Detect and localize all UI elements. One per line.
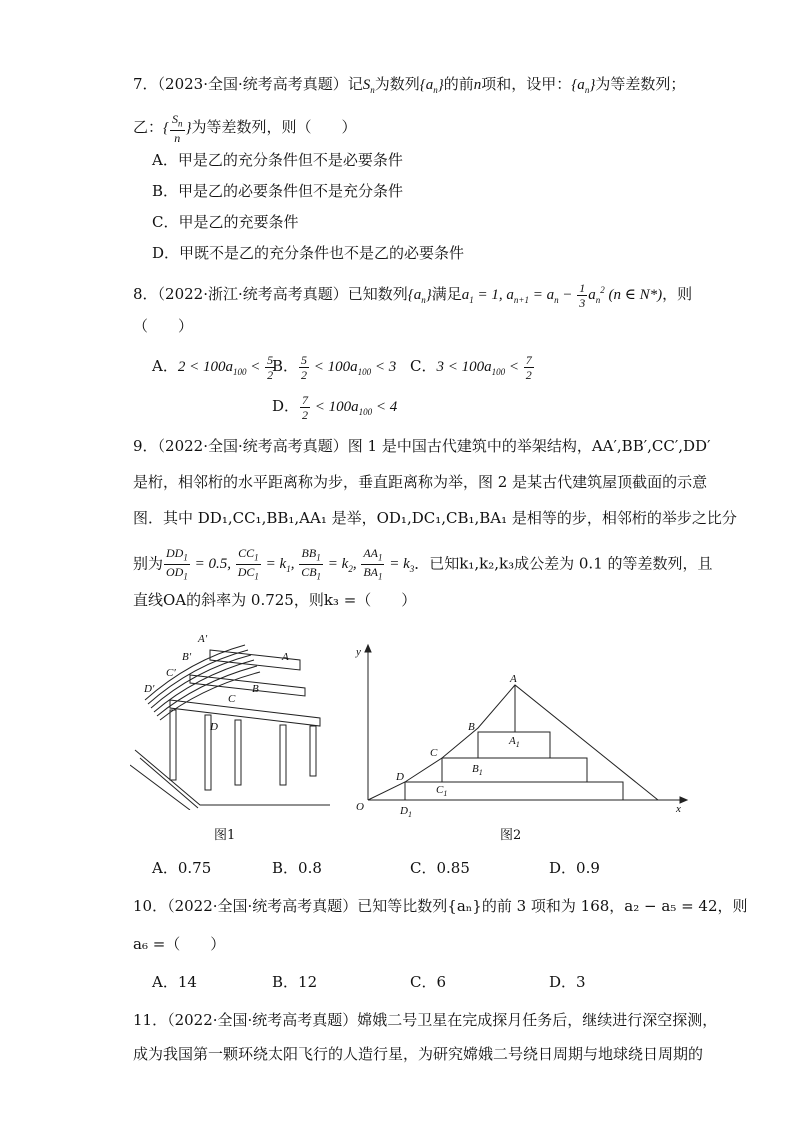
q7-line2 — [133, 112, 357, 145]
math-n: n — [473, 77, 482, 93]
q9-option-d[interactable]: D．0.9 — [549, 859, 600, 877]
math-Sn-over-n: { $\frac{S_n}{n}$ } — [163, 112, 192, 146]
fig1-label-a-prime: A′ — [198, 633, 208, 645]
math-an: $\{a_n\}$ — [419, 77, 444, 95]
q7-yi: 乙： — [133, 118, 164, 137]
q9-l4b: ．已知k₁,k₂,k₃成公差为 0.1 的等差数列，且 — [414, 554, 713, 573]
fig2-label-b: B — [468, 721, 475, 733]
q7-t3: 项和，设甲： — [481, 75, 572, 93]
fig2-axis-y: y — [356, 646, 361, 658]
q8-head: 8．（2022·浙江·统考高考真题）已知数列 — [133, 285, 408, 303]
q7-line1 — [133, 74, 685, 100]
q8-option-d[interactable] — [272, 393, 397, 422]
q8-option-b-math: $\frac{5}{2}$ < $100a_{100} < 3$ — [301, 353, 397, 382]
fig1-label-c-prime: C′ — [166, 667, 176, 679]
fig2-label-c: C — [430, 747, 438, 759]
q8-option-a-label: A． — [152, 356, 178, 375]
q8-option-c-label: C． — [410, 356, 437, 375]
q9-line2: 是桁，相邻桁的水平距离称为步，垂直距离称为举，图 2 是某古代建筑屋顶截面的示意 — [133, 473, 708, 491]
q8-option-c-math: $3 < 100a_{100}$ < $\frac{7}{2}$ — [436, 353, 532, 382]
fig2-axis-x: x — [676, 803, 681, 815]
q9-option-b[interactable]: B．0.8 — [272, 859, 322, 877]
figure-1-building — [130, 630, 330, 810]
q8-option-a[interactable] — [152, 353, 276, 382]
q7-option-b[interactable]: B．甲是乙的必要条件但不是充分条件 — [152, 182, 404, 200]
q10-line2: a₆ =（ ） — [133, 935, 226, 953]
q8-option-b[interactable] — [272, 353, 396, 382]
figure-2-caption: 图2 — [500, 828, 522, 843]
q7-t4: 为等差数列； — [595, 75, 686, 93]
q7-option-c[interactable]: C．甲是乙的充要条件 — [152, 213, 299, 231]
q7-option-a[interactable]: A．甲是乙的充分条件但不是必要条件 — [152, 151, 403, 169]
fig1-label-b-prime: B′ — [182, 651, 192, 663]
math-an: $\{a_n\}$ — [407, 287, 432, 305]
fig2-label-d1: $D_1$ — [400, 805, 412, 819]
q9-line5: 直线OA的斜率为 0.725，则k₃ =（ ） — [133, 591, 417, 609]
figure-1-caption: 图1 — [214, 828, 236, 843]
q7-option-d[interactable]: D．甲既不是乙的充分条件也不是乙的必要条件 — [152, 244, 465, 262]
fig2-label-a: A — [510, 673, 517, 685]
q7-head: 7．（2023·全国·统考高考真题）记 — [133, 75, 363, 93]
fig2-label-d: D — [396, 771, 404, 783]
q11-line1: 11．（2022·全国·统考高考真题）嫦娥二号卫星在完成探月任务后，继续进行深空探测， — [133, 1011, 718, 1029]
q8-option-b-label: B． — [272, 356, 299, 375]
math-an2: $\{a_n\}$ — [571, 77, 596, 95]
fig2-origin: O — [356, 801, 364, 813]
q10-option-c[interactable]: C．6 — [410, 973, 447, 991]
q9-option-a[interactable]: A．0.75 — [152, 859, 212, 877]
q8-option-d-math: $\frac{7}{2}$ < $100a_{100} < 4$ — [302, 393, 398, 422]
fig2-label-b1: $B_1$ — [472, 763, 483, 777]
q9-line3: 图．其中 DD₁,CC₁,BB₁,AA₁ 是举，OD₁,DC₁,CB₁,BA₁ 是相等的步，相邻桁的举步之比分 — [133, 509, 737, 527]
q11-line2: 成为我国第一颗环绕太阳飞行的人造行星，为研究嫦娥二号绕日周期与地球绕日周期的 — [133, 1045, 704, 1063]
q8-option-d-label: D． — [272, 396, 300, 415]
math-recurrence: $a_1 = 1$, $a_{n+1} = a_n$ − $\frac{1}{3}$ $a_n^2$ (n ∈ N*) — [461, 281, 663, 311]
q8-option-c[interactable] — [410, 353, 535, 382]
q8-option-a-math: $2 < 100a_{100}$ < $\frac{5}{2}$ — [177, 353, 274, 382]
fig2-label-c1: $C_1$ — [436, 784, 448, 798]
math-Sn: $S_n$ — [362, 77, 375, 95]
q10-option-d[interactable]: D．3 — [549, 973, 586, 991]
q10-line1: 10．（2022·全国·统考高考真题）已知等比数列{aₙ}的前 3 项和为 168，a₂ − a₅ = 42，则 — [133, 897, 748, 915]
fig1-label-a: A — [282, 651, 289, 663]
q7-tail: 为等差数列，则（ ） — [191, 118, 357, 137]
q8-paren: （ ） — [133, 317, 194, 335]
fig2-label-a1: $A_1$ — [509, 735, 520, 749]
q9-ratios: $\frac{DD_1}{OD_1}$ = 0.5, $\frac{CC_1}{DC_1}$ = $k_1$, $\frac{BB_1}{CB_1}$ = $k_2$, $\frac{AA_1}{BA_1}$ = $k_3$ — [166, 546, 415, 582]
q10-option-a[interactable]: A．14 — [152, 973, 197, 991]
fig1-label-d-prime: D′ — [144, 683, 155, 695]
fig1-label-c: C — [228, 693, 236, 705]
q10-option-b[interactable]: B．12 — [272, 973, 318, 991]
q9-option-c[interactable]: C．0.85 — [410, 859, 470, 877]
q8-t1: 满足 — [431, 285, 462, 303]
q8-line1 — [133, 280, 692, 310]
fig1-label-d: D — [210, 721, 218, 733]
q9-line4 — [133, 546, 713, 584]
figure-2-cross-section — [350, 640, 695, 820]
q8-t2: ，则 — [662, 285, 693, 303]
q9-line1: 9．（2022·全国·统考高考真题）图 1 是中国古代建筑中的举架结构，AA′,BB′,CC′,DD′ — [133, 437, 711, 455]
q7-t2: 的前 — [443, 75, 474, 93]
q9-l4a: 别为 — [133, 554, 164, 573]
fig1-label-b: B — [252, 683, 259, 695]
q7-t1: 为数列 — [374, 75, 420, 93]
